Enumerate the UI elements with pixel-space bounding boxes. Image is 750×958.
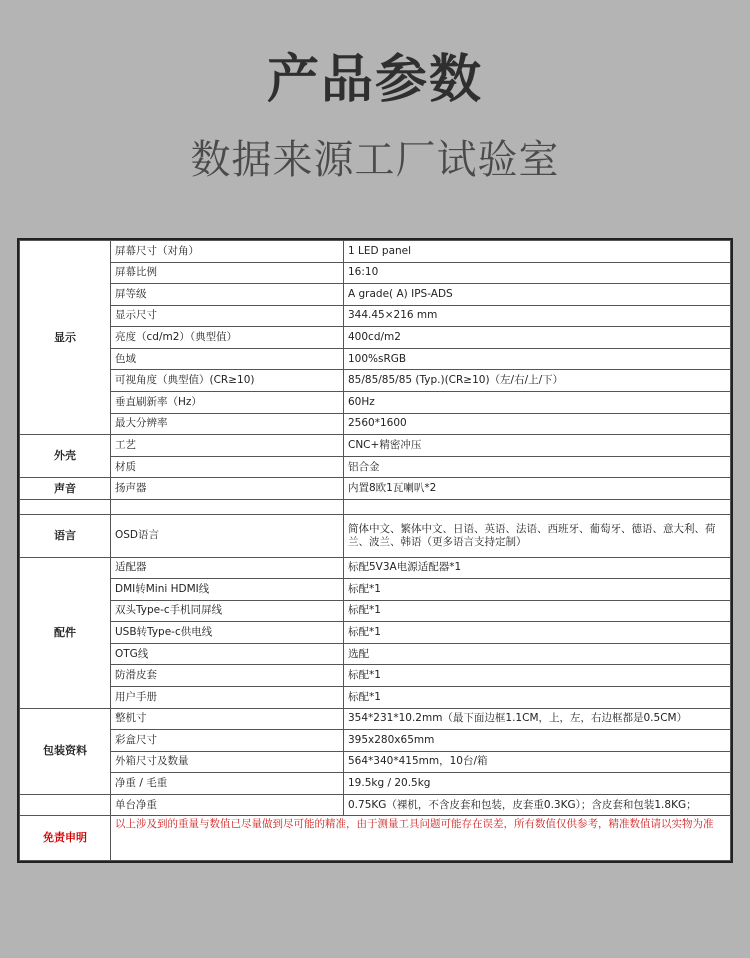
disclaimer-row (20, 816, 731, 861)
table-row (20, 241, 731, 263)
spec-value: 标配5V3A电源适配器*1 (344, 557, 731, 579)
table-row (20, 773, 731, 795)
spec-label: 外箱尺寸及数量 (111, 751, 344, 773)
table-row (20, 794, 731, 816)
table-row (20, 622, 731, 644)
spec-value: CNC+精密冲压 (344, 435, 731, 457)
spec-value: 铝合金 (344, 456, 731, 478)
table-row (20, 370, 731, 392)
spec-label: 工艺 (111, 435, 344, 457)
category-language: 语言 (20, 515, 111, 557)
spec-table (19, 240, 731, 861)
spacer-row (20, 499, 731, 514)
spec-value: 395x280x65mm (344, 730, 731, 752)
spec-label: 可视角度（典型值）(CR≥10) (111, 370, 344, 392)
spec-value: 标配*1 (344, 600, 731, 622)
spec-table-container (17, 238, 733, 863)
spec-label: 色域 (111, 348, 344, 370)
table-row (20, 435, 731, 457)
category-sound: 声音 (20, 478, 111, 500)
spec-label: DMI转Mini HDMI线 (111, 579, 344, 601)
table-row (20, 305, 731, 327)
category-display: 显示 (20, 241, 111, 435)
spec-value: 19.5kg / 20.5kg (344, 773, 731, 795)
spec-label: 材质 (111, 456, 344, 478)
table-row (20, 262, 731, 284)
disclaimer-text: 以上涉及到的重量与数值已尽量做到尽可能的精准，由于测量工具问题可能存在误差，所有数值仅供参考，精准数值请以实物为准 (111, 816, 731, 861)
spec-label: 适配器 (111, 557, 344, 579)
table-row (20, 643, 731, 665)
spec-label: 亮度（cd/m2）（典型值） (111, 327, 344, 349)
spec-label: OTG线 (111, 643, 344, 665)
table-row (20, 730, 731, 752)
table-row (20, 665, 731, 687)
spec-value: 标配*1 (344, 665, 731, 687)
spec-value: 2560*1600 (344, 413, 731, 435)
spec-label: 彩盒尺寸 (111, 730, 344, 752)
table-row (20, 600, 731, 622)
spec-value: 0.75KG（裸机，不含皮套和包装，皮套重0.3KG）；含皮套和包装1.8KG； (344, 794, 731, 816)
spec-label: 垂直刷新率（Hz） (111, 392, 344, 414)
spec-label: 屏幕比例 (111, 262, 344, 284)
spec-value: 标配*1 (344, 579, 731, 601)
spec-label: 防滑皮套 (111, 665, 344, 687)
spec-label: 最大分辨率 (111, 413, 344, 435)
table-row (20, 413, 731, 435)
spec-value: 60Hz (344, 392, 731, 414)
spec-value: 标配*1 (344, 622, 731, 644)
spec-label: 整机寸 (111, 708, 344, 730)
spec-label: 单台净重 (111, 794, 344, 816)
category-packaging: 包装资料 (20, 708, 111, 794)
category-shell: 外壳 (20, 435, 111, 478)
spec-label: OSD语言 (111, 515, 344, 557)
spec-value: 85/85/85/85 (Typ.)(CR≥10)（左/右/上/下） (344, 370, 731, 392)
category-disclaimer: 免责申明 (20, 816, 111, 861)
spec-value: 标配*1 (344, 686, 731, 708)
page-subtitle: 数据来源工厂试验室 (190, 137, 560, 183)
spec-label: USB转Type-c供电线 (111, 622, 344, 644)
spec-value: 16:10 (344, 262, 731, 284)
table-row (20, 686, 731, 708)
table-row (20, 392, 731, 414)
spec-label: 扬声器 (111, 478, 344, 500)
table-row (20, 557, 731, 579)
table-row (20, 515, 731, 557)
spec-value: 564*340*415mm，10台/箱 (344, 751, 731, 773)
table-row (20, 456, 731, 478)
category-accessories: 配件 (20, 557, 111, 708)
table-row (20, 327, 731, 349)
spec-value: A grade( A) IPS-ADS (344, 284, 731, 306)
spec-value: 100%sRGB (344, 348, 731, 370)
page-title: 产品参数 (266, 50, 483, 110)
spec-value: 内置8欧1瓦喇叭*2 (344, 478, 731, 500)
spec-value: 选配 (344, 643, 731, 665)
spec-value: 344.45×216 mm (344, 305, 731, 327)
spec-label: 双头Type-c手机同屏线 (111, 600, 344, 622)
spec-value: 400cd/m2 (344, 327, 731, 349)
table-row (20, 348, 731, 370)
table-row (20, 478, 731, 500)
spec-label: 屏等级 (111, 284, 344, 306)
table-row (20, 284, 731, 306)
table-row (20, 751, 731, 773)
table-row (20, 579, 731, 601)
spec-label: 屏幕尺寸（对角） (111, 241, 344, 263)
table-row (20, 708, 731, 730)
spec-value: 简体中文、繁体中文、日语、英语、法语、西班牙、葡萄牙、德语、意大利、荷兰、波兰、韩语（更多语言支持定制） (344, 515, 731, 557)
spec-label: 用户手册 (111, 686, 344, 708)
spec-value: 354*231*10.2mm（最下面边框1.1CM，上，左，右边框都是0.5CM） (344, 708, 731, 730)
spec-label: 显示尺寸 (111, 305, 344, 327)
spec-label: 净重 / 毛重 (111, 773, 344, 795)
spec-value: 1 LED panel (344, 241, 731, 263)
